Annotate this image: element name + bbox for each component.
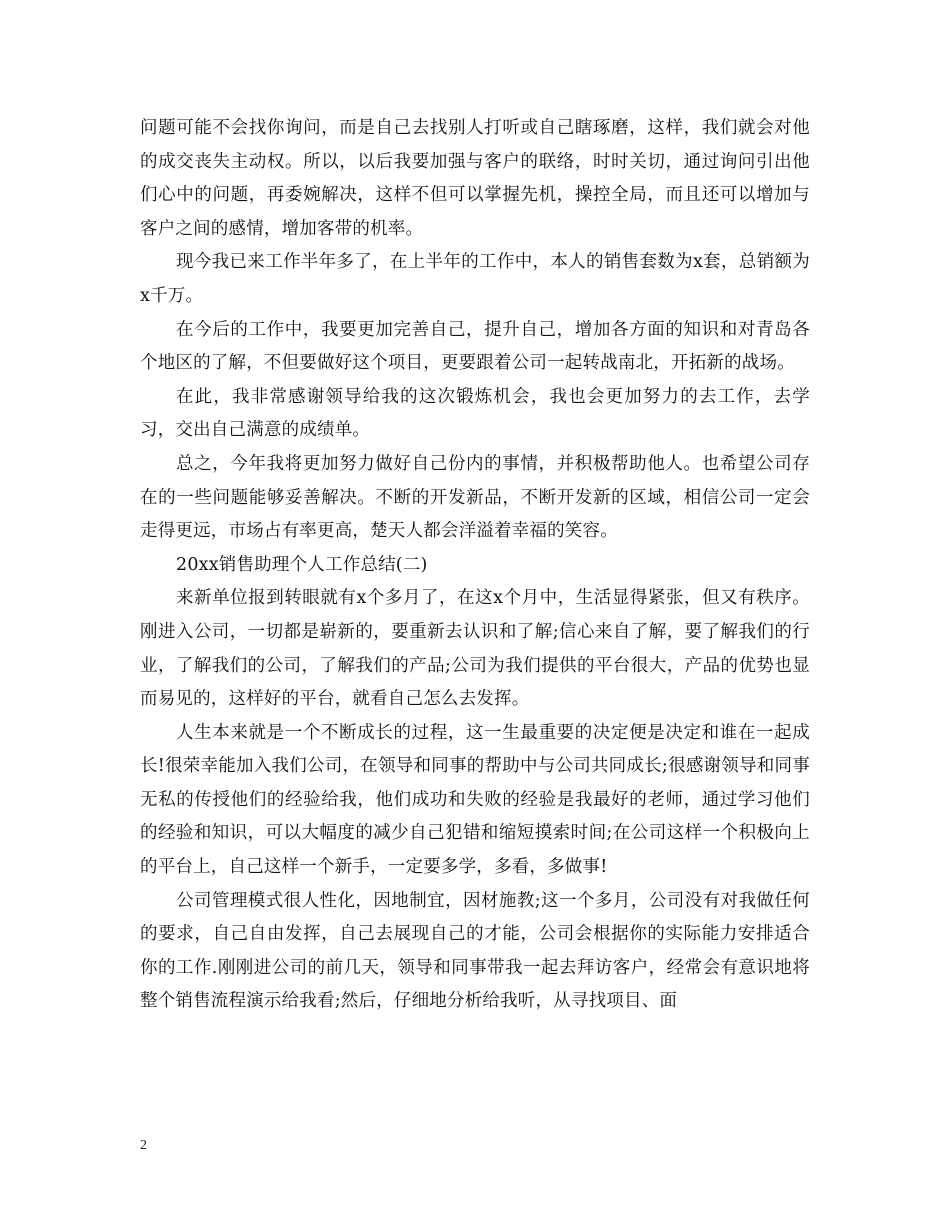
paragraph-4: 在此，我非常感谢领导给我的这次锻炼机会，我也会更加努力的去工作，去学习，交出自己满意的成绩单。 (140, 386, 810, 441)
paragraph-8: 人生本来就是一个不断成长的过程，这一生最重要的决定便是决定和谁在一起成长!很荣幸能加入我们公司，在领导和同事的帮助中与公司共同成长;很感谢领导和同事无私的传授他们的经验给我，他们成功和失败的经验是我最好的老师，通过学习他们的经验和知识，可以大幅度的减少自己犯错和缩短摸索时间;在公司这样一个积极向上的平台上，自己这样一个新手，一定要多学，多看，多做事! (140, 722, 810, 878)
paragraph-2: 现今我已来工作半年多了，在上半年的工作中，本人的销售套数为x套，总销额为x千万。 (140, 252, 810, 306)
page-number: 2 (140, 1138, 147, 1153)
paragraph-7: 来新单位报到转眼就有x个多月了，在这x个月中，生活显得紧张，但又有秩序。刚进入公司，一切都是崭新的，要重新去认识和了解;信心来自了解，要了解我们的行业，了解我们的公司，了解我们的产品;公司为我们提供的平台很大，产品的优势也显而易见的，这样好的平台，就看自己怎么去发挥。 (140, 588, 810, 710)
document-body (140, 112, 810, 1019)
paragraph-3: 在今后的工作中，我要更加完善自己，提升自己，增加各方面的知识和对青岛各个地区的了解，不但要做好这个项目，更要跟着公司一起转战南北，开拓新的战场。 (140, 319, 810, 374)
paragraph-5: 总之，今年我将更加努力做好自己份内的事情，并积极帮助他人。也希望公司存在的一些问题能够妥善解决。不断的开发新品，不断开发新的区域，相信公司一定会走得更远，市场占有率更高，楚天人都会洋溢着幸福的笑容。 (140, 453, 810, 542)
paragraph-9: 公司管理模式很人性化，因地制宜，因材施教;这一个多月，公司没有对我做任何的要求，自己自由发挥，自己去展现自己的才能，公司会根据你的实际能力安排适合你的工作.刚刚进公司的前几天，领导和同事带我一起去拜访客户，经常会有意识地将整个销售流程演示给我看;然后，仔细地分析给我听，从寻找项目、面 (140, 890, 810, 1012)
paragraph-1: 问题可能不会找你询问，而是自己去找别人打听或自己瞎琢磨，这样，我们就会对他的成交丧失主动权。所以，以后我要加强与客户的联络，时时关切，通过询问引出他们心中的问题，再委婉解决，这样不但可以掌握先机，操控全局，而且还可以增加与客户之间的感情，增加客带的机率。 (140, 118, 810, 239)
section-heading: 20xx销售助理个人工作总结(二) (176, 554, 428, 575)
